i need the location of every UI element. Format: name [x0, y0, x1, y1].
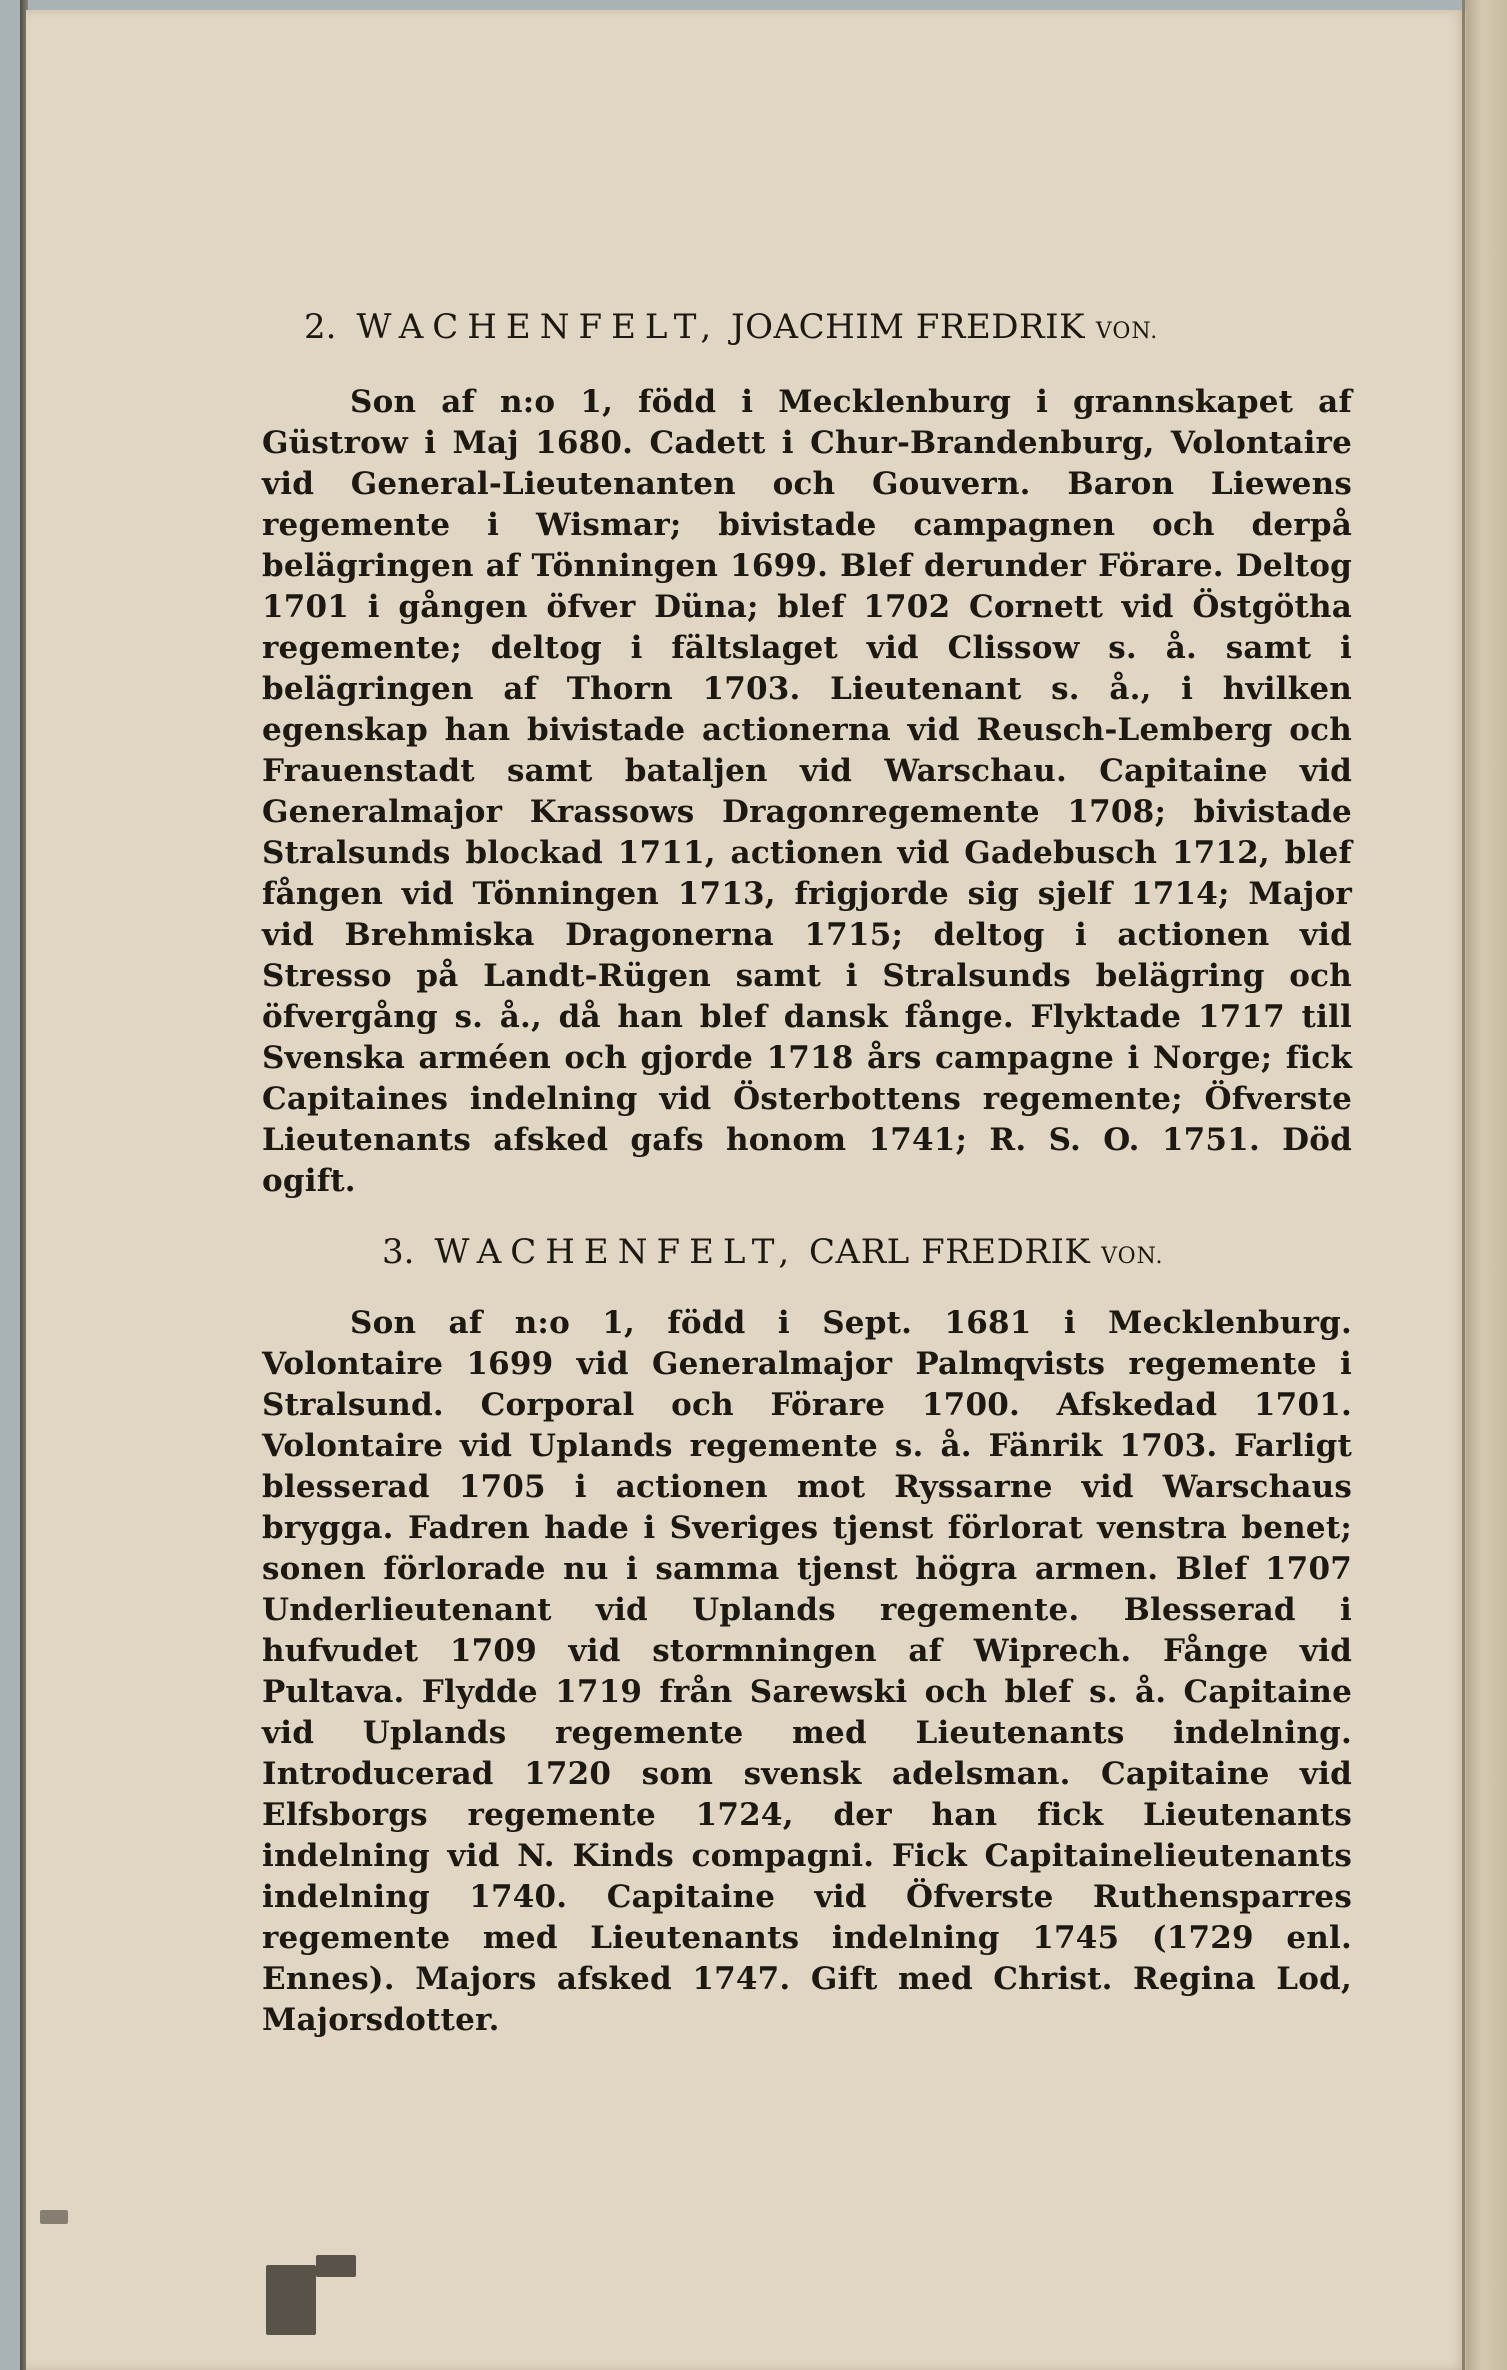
entry-heading [382, 1232, 1163, 1272]
entry-number: 3. [382, 1232, 415, 1272]
entry-given-names: CARL FREDRIK [809, 1232, 1091, 1272]
ink-smudge [40, 2210, 68, 2224]
entry-3 [262, 1303, 1352, 2041]
entry-particle: VON. [1095, 319, 1159, 344]
entry-2 [262, 382, 1352, 1202]
entry-body [262, 382, 1352, 1202]
ink-smudge [266, 2265, 316, 2335]
entry-body [262, 1303, 1352, 2041]
entry-surname: WACHENFELT, [356, 307, 721, 347]
entry-particle: VON. [1101, 1244, 1164, 1269]
entry-text: Son af n:o 1, född i Mecklenburg i grannskapet af Güstrow i Maj 1680. Cadett i Chur-Brandenburg, Volontaire vid General-Lieutenanten och Gouvern. Baron Liewens regemente i Wismar; bivistade campagnen och derpå belägringen af Tönningen 1699. Blef derunder Förare. Deltog 1701 i gången öfver Düna; blef 1702 Cornett vid Östgötha regemente; deltog i fältslaget vid Clissow s. å. samt i belägringen af Thorn 1703. Lieutenant s. å., i hvilken egenskap han bivistade actionerna vid Reusch-Lemberg och Frauenstadt samt bataljen vid Warschau. Capitaine vid Generalmajor Krassows Dragonregemente 1708; bivistade Stralsunds blockad 1711, actionen vid Gadebusch 1712, blef fången vid Tönningen 1713, frigjorde sig sjelf 1714; Major vid Brehmiska Dragonerna 1715; deltog i actionen vid Stresso på Landt-Rügen samt i Stralsunds belägring och öfvergång s. å., då han blef dansk fånge. Flyktade 1717 till Svenska arméen och gjorde 1718 års campagne i Norge; fick Capitaines indelning vid Österbottens regemente; Öfverste Lieutenants afsked gafs honom 1741; R. S. O. 1751. Död ogift. [262, 384, 1352, 1199]
ink-smudge [316, 2255, 356, 2277]
entry-given-names: JOACHIM FREDRIK [731, 307, 1085, 347]
page-fold-line [1462, 0, 1465, 2370]
entry-text: Son af n:o 1, född i Sept. 1681 i Mecklenburg. Volontaire 1699 vid Generalmajor Palmqvists regemente i Stralsund. Corporal och Förare 1700. Afskedad 1701. Volontaire vid Uplands regemente s. å. Fänrik 1703. Farligt blesserad 1705 i actionen mot Ryssarne vid Warschaus brygga. Fadren hade i Sveriges tjenst förlorat venstra benet; sonen förlorade nu i samma tjenst högra armen. Blef 1707 Underlieutenant vid Uplands regemente. Blesserad i hufvudet 1709 vid stormningen af Wiprech. Fånge vid Pultava. Flydde 1719 från Sarewski och blef s. å. Capitaine vid Uplands regemente med Lieutenants indelning. Introducerad 1720 som svensk adelsman. Capitaine vid Elfsborgs regemente 1724, der han fick Lieutenants indelning vid N. Kinds compagni. Fick Capitainelieutenants indelning 1740. Capitaine vid Öfverste Ruthensparres regemente med Lieutenants indelning 1745 (1729 enl. Ennes). Majors afsked 1747. Gift med Christ. Regina Lod, Majorsdotter. [262, 1305, 1352, 2038]
entry-heading [304, 307, 1158, 347]
entry-number: 2. [304, 307, 337, 347]
page-right-edge [1466, 0, 1507, 2370]
entry-surname: WACHENFELT, [434, 1232, 799, 1272]
